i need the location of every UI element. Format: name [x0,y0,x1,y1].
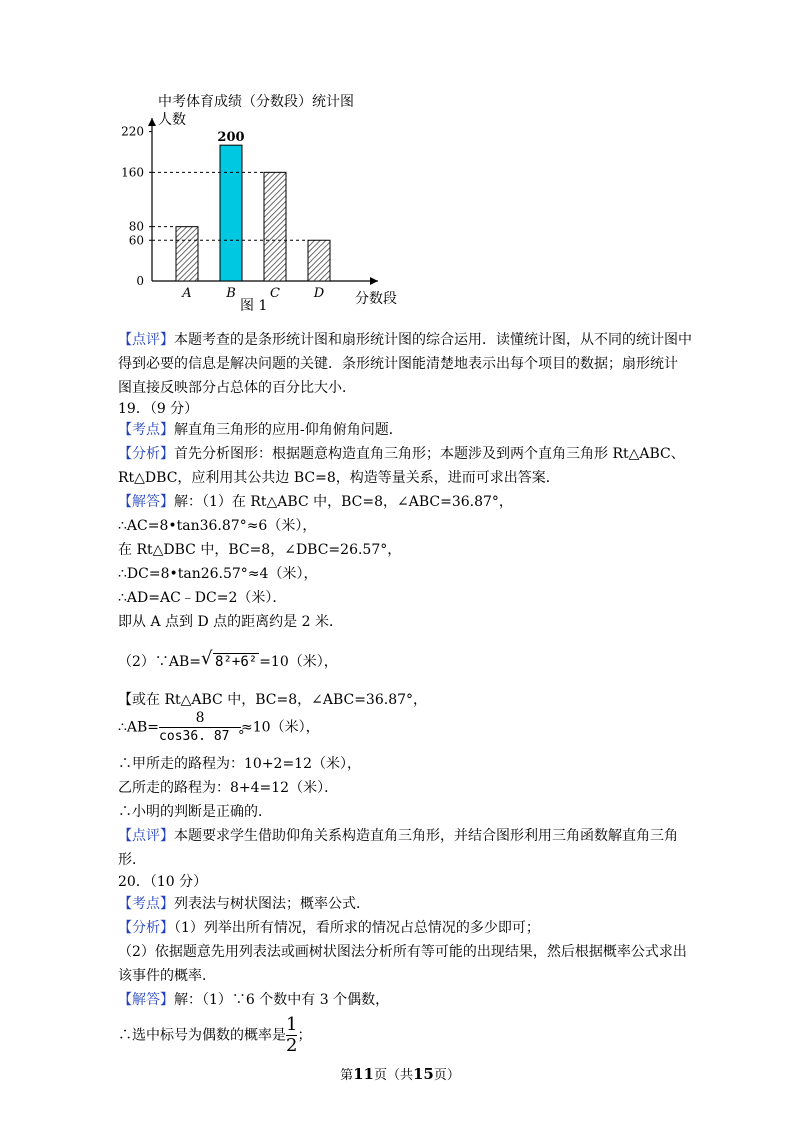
page-footer: 第11页（共15页） [340,1065,460,1083]
x-tick-label: A [182,286,192,301]
fraction-one-half: $\frac{1}{2}$ [286,1014,298,1056]
q20-header: 20．（10 分） [118,874,208,890]
q20-kaodian: 【考点】列表法与树状图法；概率公式． [118,896,370,912]
q20-jieda-1: 【解答】解：（1）∵6 个数中有 3 个偶数， [118,992,390,1008]
q19-fenxi-1: 【分析】首先分析图形：根据题意构造直角三角形；本题涉及到两个直角三角形 Rt△ABC、 [118,446,685,462]
q20-fenxi-1: 【分析】（1）列举出所有情况，看所求的情况占总情况的多少即可； [118,920,540,936]
x-axis-arrow [370,277,378,285]
q19-line-6: 即从 A 点到 D 点的距离约是 2 米． [118,614,343,630]
q19-review-2: 形． [118,852,146,868]
q19-line-5: ∴AD=AC﹣DC=2（米）． [118,590,287,606]
q19-line-8: 乙所走的路程为：8+4=12（米）． [118,780,339,796]
q20-fenxi-2: （2）依据题意先用列表法或画树状图法分析所有等可能的出现结果，然后根据概率公式求出 [118,944,687,960]
q19-alt-2: ∴AB= $\frac{8}{\cos 36. 87 ^\circ}$ ≈10（米）， [118,710,320,744]
review-line-2: 得到必要的信息是解决问题的关键．条形统计图能清楚地表示出每个项目的数据；扇形统计 [118,356,678,372]
y-axis-arrow [148,118,156,126]
q19-line-7: ∴甲所走的路程为：10+2=12（米）， [118,756,361,772]
review-line-3: 图直接反映部分占总体的百分比大小． [118,380,356,396]
q19-review-1: 【点评】本题要求学生借助仰角关系构造直角三角形，并结合图形利用三角函数解直角三角 [118,828,678,844]
q19-line-4: ∴DC=8•tan26.57°≈4（米）， [118,566,318,582]
chart-caption: 图 1 [240,298,268,314]
q19-alt-1: 【或在 Rt△ABC 中，BC=8，∠ABC=36.87°， [118,692,428,708]
q20-fenxi-3: 该事件的概率． [118,968,216,984]
y-tick-label: 0 [136,274,144,288]
bar-D [308,240,330,281]
bar-A [176,227,198,281]
q19-part2: （2）∵AB= √ 8²+6² =10（米）， [118,648,338,670]
x-tick-label: B [226,286,236,301]
y-axis-label: 人数 [158,112,186,128]
y-tick-label: 160 [121,165,144,180]
q19-jieda-1: 【解答】解：（1）在 Rt△ABC 中，BC=8，∠ABC=36.87°， [118,494,513,510]
q19-line-2: ∴AC=8•tan36.87°≈6（米）， [118,518,317,534]
y-tick-label: 80 [128,219,144,234]
x-tick-label: C [270,286,280,301]
q19-header: 19．（9 分） [118,401,199,417]
y-tick-label: 220 [121,124,144,139]
q19-line-9: ∴小明的判断是正确的． [118,804,272,820]
x-axis-label: 分数段 [355,291,397,307]
bar-C [264,172,286,281]
review-line-1: 【点评】本题考查的是条形统计图和扇形统计图的综合运用．读懂统计图，从不同的统计图中 [118,332,692,348]
fraction-8-over-cos: $\frac{8}{\cos 36. 87 ^\circ}$ [159,710,246,744]
q19-kaodian: 【考点】解直角三角形的应用-仰角俯角问题． [118,422,403,438]
x-tick-label: D [313,286,325,301]
bar-B [220,145,242,281]
bar-chart [110,88,420,323]
sqrt-expression: √ 8²+6² [201,648,258,670]
chart-title: 中考体育成绩（分数段）统计图 [158,94,354,110]
y-tick-label: 60 [128,233,144,248]
q20-line-2: ∴选中标号为偶数的概率是 $\frac{1}{2}$ ； [118,1014,312,1056]
review-tag: 【点评】 [118,332,174,348]
data-label: 200 [217,130,245,146]
q19-fenxi-2: Rt△DBC，应利用其公共边 BC=8，构造等量关系，进而可求出答案． [118,470,560,486]
q19-line-3: 在 Rt△DBC 中，BC=8，∠DBC=26.57°， [118,542,402,558]
